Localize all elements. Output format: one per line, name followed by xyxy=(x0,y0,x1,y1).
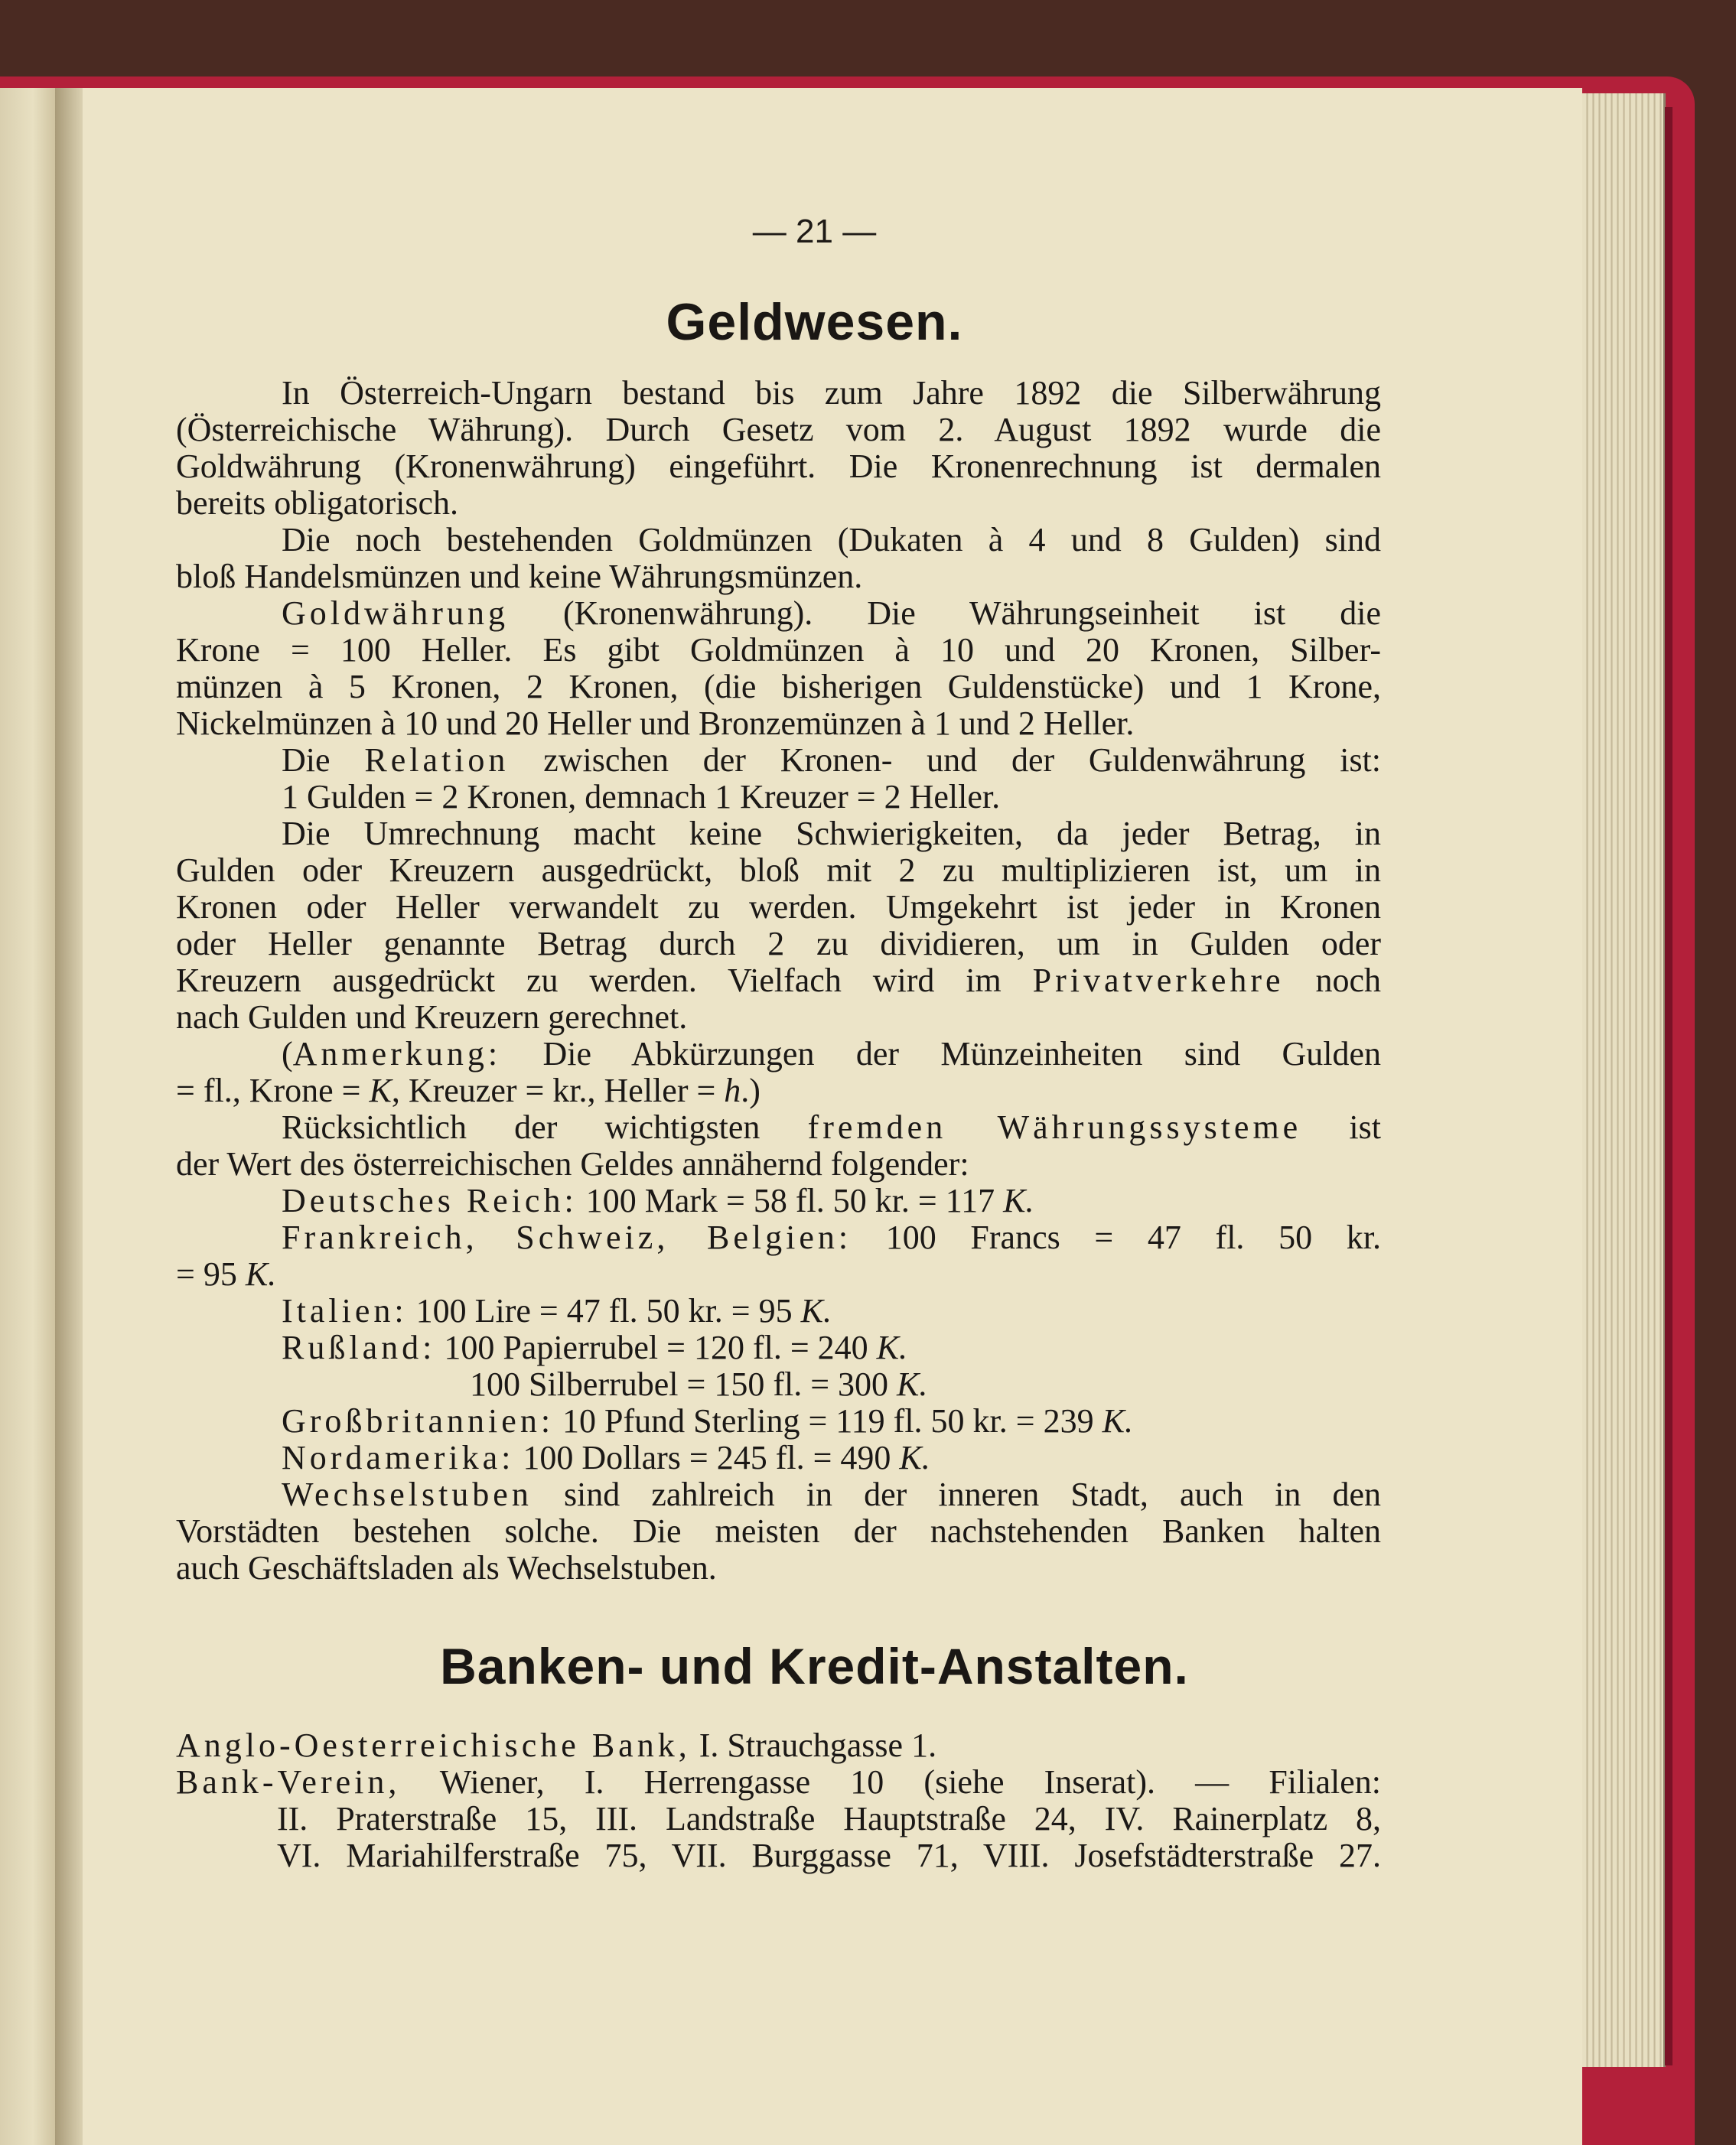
rate-france xyxy=(176,1219,1381,1256)
italic-abbr: K. xyxy=(1003,1182,1034,1219)
text-line: Kronen oder Heller verwandelt zu werden. Umgekehrt ist jeder in Kronen xyxy=(176,888,1381,926)
text-run: = fl., Krone = xyxy=(176,1072,370,1109)
text-line xyxy=(176,742,1381,779)
italic-abbr: K. xyxy=(876,1329,908,1366)
cover-spine-edge xyxy=(1665,107,1672,2065)
text-line: Goldwährung (Kronenwährung) eingeführt. Die Kronenrechnung ist dermalen xyxy=(176,448,1381,485)
text-line: auch Geschäftsladen als Wechselstuben. xyxy=(176,1549,717,1587)
bank-name: Bank-Verein, xyxy=(176,1763,401,1801)
rate-russia-silver xyxy=(176,1366,1381,1403)
text-run: 100 Mark = 58 fl. 50 kr. = 117 xyxy=(577,1182,1004,1219)
text-line: oder Heller genannte Betrag durch 2 zu dividieren, um in Gulden oder xyxy=(176,925,1381,962)
italic-abbr: K. xyxy=(800,1292,832,1330)
rate-italy xyxy=(176,1293,1381,1330)
text-run: 10 Pfund Sterling = 119 fl. 50 kr. = 239 xyxy=(554,1402,1103,1440)
country-label: Großbritannien: xyxy=(282,1402,555,1440)
text-run: 100 Silberrubel = 150 fl. = 300 xyxy=(470,1365,897,1403)
section-title-banken: Banken- und Kredit-Anstalten. xyxy=(440,1638,1189,1694)
italic-abbr: h xyxy=(724,1072,741,1109)
spaced-term: Privatverkehre xyxy=(1032,962,1285,999)
bank-list xyxy=(176,1727,1381,1874)
page-number: — 21 — xyxy=(752,213,877,250)
rate-britain xyxy=(176,1403,1381,1440)
bank-entry xyxy=(176,1727,1381,1764)
country-label: Nordamerika: xyxy=(282,1439,515,1476)
text-run: (Kronenwährung). Die Währungseinheit ist die xyxy=(508,594,1381,632)
rate-russia xyxy=(176,1330,1381,1366)
text-line: In Österreich-Ungarn bestand bis zum Jahre 1892 die Silberwährung xyxy=(282,374,1381,412)
text-run: Die xyxy=(282,741,365,779)
text-run: , Kreuzer = kr., Heller = xyxy=(391,1072,725,1109)
country-label: Italien: xyxy=(282,1292,408,1330)
spaced-term: Relation xyxy=(364,741,510,779)
book-gutter xyxy=(55,88,86,2145)
text-line: münzen à 5 Kronen, 2 Kronen, (die bisherigen Guldenstücke) und 1 Krone, xyxy=(176,668,1381,705)
text-line: (Österreichische Währung). Durch Gesetz vom 2. August 1892 wurde die xyxy=(176,411,1381,448)
text-line: Krone = 100 Heller. Es gibt Goldmünzen à 10 und 20 Kronen, Silber- xyxy=(176,631,1381,669)
country-label: Frankreich, Schweiz, Belgien: xyxy=(282,1219,852,1256)
spaced-term: Goldwährung xyxy=(282,594,509,632)
text-line: Nickelmünzen à 10 und 20 Heller und Bronzemünzen à 1 und 2 Heller. xyxy=(176,705,1135,742)
italic-abbr: K. xyxy=(1102,1402,1133,1440)
text-run: Rücksichtlich der wichtigsten xyxy=(282,1108,808,1146)
text-line: Vorstädten bestehen solche. Die meisten der nachstehenden Banken halten xyxy=(176,1512,1381,1550)
text-run: sind zahlreich in der inneren Stadt, auch in den xyxy=(532,1476,1381,1513)
text-run: 100 Lire = 47 fl. 50 kr. = 95 xyxy=(407,1292,801,1330)
text-run: 100 Dollars = 245 fl. = 490 xyxy=(514,1439,900,1476)
text-line: Gulden oder Kreuzern ausgedrückt, bloß mit 2 zu multiplizieren ist, um in xyxy=(176,851,1381,889)
spaced-term: Anmerkung: xyxy=(292,1035,502,1072)
spaced-term: Wechselstuben xyxy=(282,1476,533,1513)
text-line: 1 Gulden = 2 Kronen, demnach 1 Kreuzer = 2 Heller. xyxy=(282,778,1001,815)
text-line: Die noch bestehenden Goldmünzen (Dukaten à 4 und 8 Gulden) sind xyxy=(282,521,1381,558)
text-line xyxy=(176,595,1381,632)
text-run: 100 Papierrubel = 120 fl. = 240 xyxy=(435,1329,877,1366)
italic-abbr: K. xyxy=(245,1255,277,1293)
text-line xyxy=(176,1476,1381,1513)
text-run: 100 Francs = 47 fl. 50 kr. xyxy=(852,1219,1381,1256)
text-run: ist xyxy=(1301,1108,1381,1146)
geldwesen-body xyxy=(176,375,1381,1587)
text-run: Kreuzern ausgedrückt zu werden. Vielfach wird im xyxy=(176,962,1033,999)
bank-address: Wiener, I. Herrengasse 10 (siehe Inserat). — Filialen: xyxy=(400,1763,1381,1801)
text-line: nach Gulden und Kreuzern gerechnet. xyxy=(176,998,688,1036)
text-line: der Wert des österreichischen Geldes annähernd folgender: xyxy=(176,1145,969,1183)
rate-germany xyxy=(176,1183,1381,1219)
bank-address: I. Strauchgasse 1. xyxy=(690,1727,937,1764)
country-label: Rußland: xyxy=(282,1329,436,1366)
bank-branches: VI. Mariahilferstraße 75, VII. Burggasse 71, VIII. Josefstädterstraße 27. xyxy=(277,1837,1381,1874)
left-page-edge xyxy=(0,88,55,2145)
section-title-geldwesen: Geldwesen. xyxy=(666,293,963,351)
text-run: = 95 xyxy=(176,1255,246,1293)
italic-abbr: K. xyxy=(899,1439,930,1476)
text-run: ( xyxy=(282,1035,293,1072)
text-line xyxy=(176,1036,1381,1072)
country-label: Deutsches Reich: xyxy=(282,1182,578,1219)
bank-entry xyxy=(176,1764,1381,1801)
spaced-term: fremden Währungssysteme xyxy=(807,1108,1302,1146)
text-line xyxy=(176,962,1381,999)
text-run: Die Abkürzungen der Münzeinheiten sind Gulden xyxy=(501,1035,1381,1072)
rate-north-america xyxy=(176,1440,1381,1476)
page-edges xyxy=(1582,93,1666,2067)
text-run: noch xyxy=(1284,962,1382,999)
text-line: bereits obligatorisch. xyxy=(176,484,459,522)
italic-abbr: K xyxy=(369,1072,392,1109)
text-line xyxy=(176,1072,1381,1109)
text-line xyxy=(176,1256,1381,1293)
text-line: bloß Handelsmünzen und keine Währungsmünzen. xyxy=(176,558,863,595)
bank-name: Anglo-Oesterreichische Bank, xyxy=(176,1727,691,1764)
italic-abbr: K. xyxy=(897,1365,928,1403)
text-run: .) xyxy=(741,1072,761,1109)
text-run: zwischen der Kronen- und der Guldenwährung ist: xyxy=(509,741,1382,779)
text-line xyxy=(176,1109,1381,1146)
bank-branches: II. Praterstraße 15, III. Landstraße Hauptstraße 24, IV. Rainerplatz 8, xyxy=(277,1800,1381,1837)
text-line: Die Umrechnung macht keine Schwierigkeiten, da jeder Betrag, in xyxy=(282,815,1381,852)
